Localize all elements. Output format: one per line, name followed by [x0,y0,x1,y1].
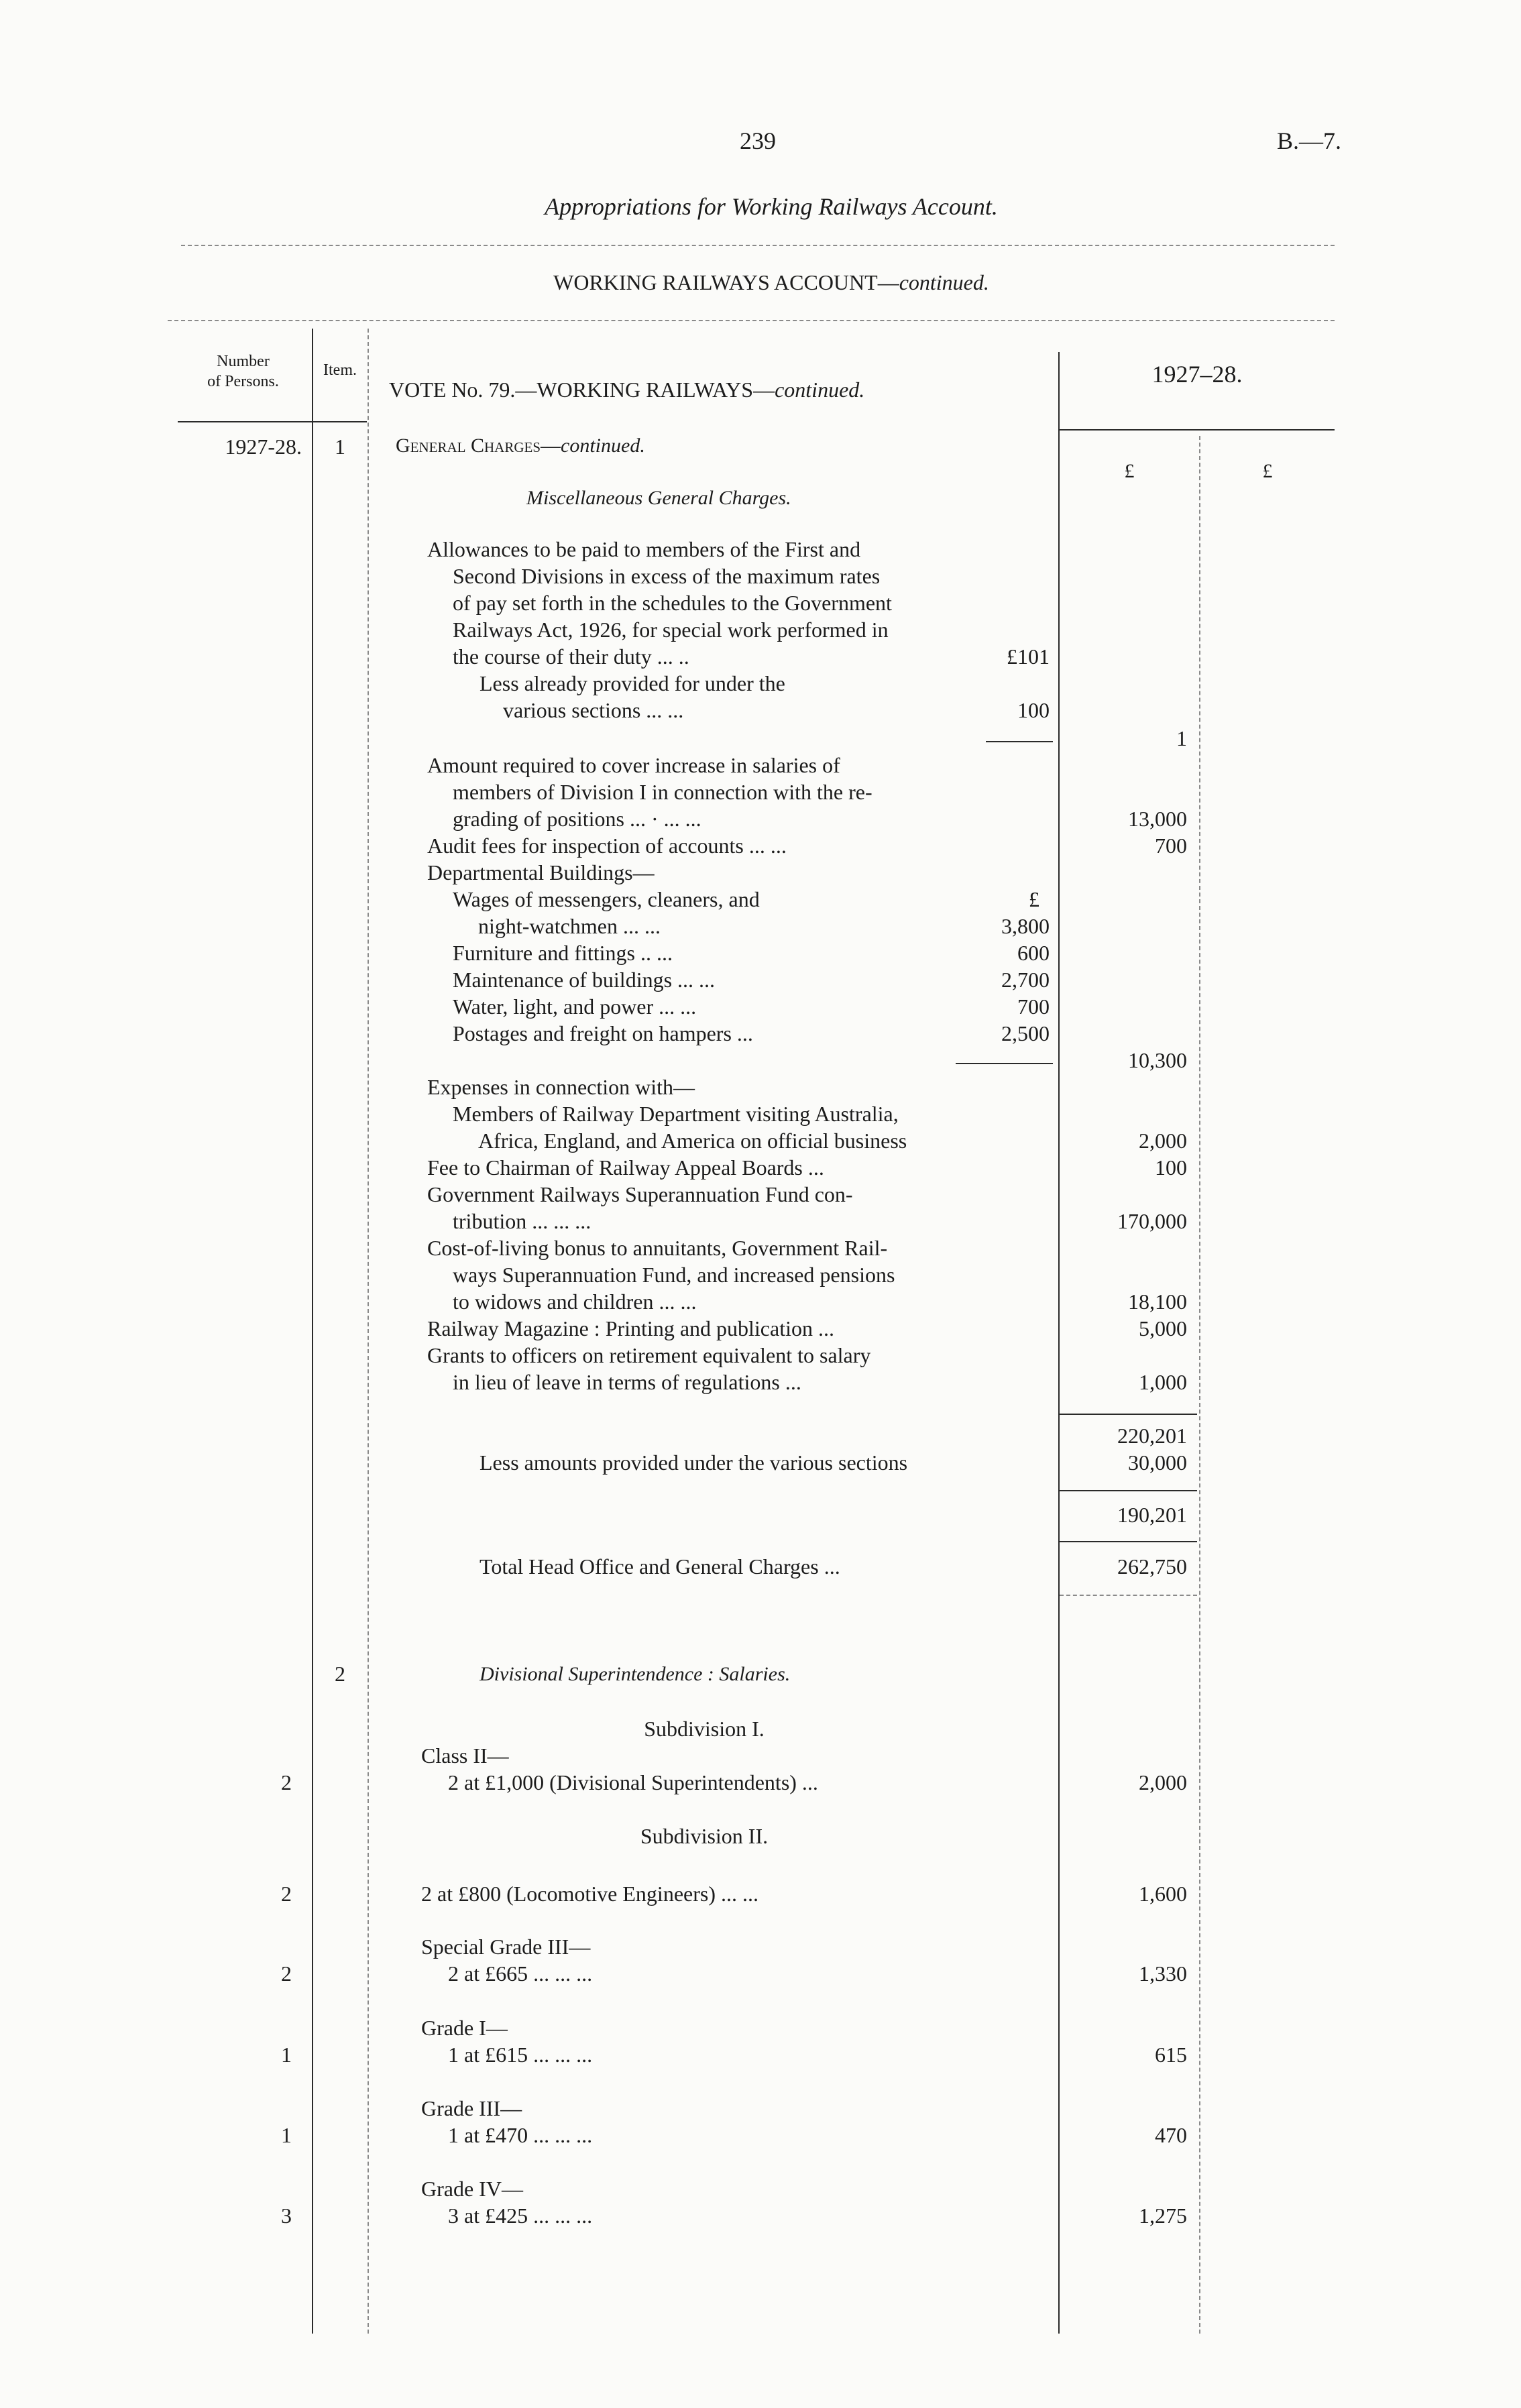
audit-fees-text: Audit fees for inspection of accounts ... ... [427,834,787,858]
railway-magazine-text: Railway Magazine : Printing and publication ... [427,1316,834,1340]
superannuation-amount: 170,000 [1117,1209,1187,1233]
postages-amount: 2,500 [1001,1021,1050,1045]
maintenance-text: Maintenance of buildings ... ... [453,968,716,992]
special-grade-3-label: Special Grade III— [421,1935,591,1959]
salary-increase-line3: grading of positions ... · ... ... [453,807,701,831]
vote-title-tail: continued. [775,378,865,402]
grade-3-label: Grade III— [421,2096,522,2120]
general-charges-heading-tail: continued. [561,435,645,457]
title-rule [181,245,1335,246]
wages-line1: Wages of messengers, cleaners, and [453,887,760,911]
official-visits-amount: 2,000 [1139,1129,1187,1153]
wages-pound-sign: £ [1029,887,1039,911]
pound-sign-column-1: £ [1124,460,1135,482]
persons-column-header-line1: Number [217,353,270,370]
grade-4-persons: 3 [281,2203,292,2228]
class-2-amount: 2,000 [1139,1770,1187,1794]
persons-year: 1927-28. [225,435,302,459]
departmental-total: 10,300 [1128,1048,1187,1072]
class-2-label: Class II— [421,1743,509,1768]
furniture-amount: 600 [1017,941,1050,965]
water-light-power-amount: 700 [1017,994,1050,1019]
grade-3-text: 1 at £470 ... ... ... [448,2123,593,2147]
section-heading-main: WORKING RAILWAYS ACCOUNT— [553,270,899,294]
section-heading-tail: continued. [899,270,989,294]
item-column-right-line [368,329,369,2334]
class-2-persons: 2 [281,1770,292,1794]
allowances-line2: Second Divisions in excess of the maximum rates [453,564,881,588]
grade-4-amount: 1,275 [1139,2203,1187,2228]
expenses-heading: Expenses in connection with— [427,1075,695,1099]
departmental-buildings-heading: Departmental Buildings— [427,860,655,884]
railway-magazine-amount: 5,000 [1139,1316,1187,1340]
grade-4-text: 3 at £425 ... ... ... [448,2203,593,2228]
page-title: Appropriations for Working Railways Account. [545,193,998,220]
appeal-board-fee-text: Fee to Chairman of Railway Appeal Boards ... [427,1155,824,1180]
series-reference: B.—7. [1276,127,1341,154]
wages-amount: 3,800 [1001,914,1050,938]
head-office-total-rule [1060,1595,1197,1596]
subdivision-1-heading: Subdivision I. [644,1717,765,1741]
retirement-grants-line1: Grants to officers on retirement equivalent to salary [427,1343,871,1367]
cost-of-living-line2: ways Superannuation Fund, and increased pensions [453,1263,895,1287]
allowances-rate-amount: £101 [1007,644,1050,669]
retirement-grants-line2: in lieu of leave in terms of regulations ... [453,1370,801,1394]
head-office-total-amount: 262,750 [1117,1554,1187,1579]
retirement-grants-amount: 1,000 [1139,1370,1187,1394]
special-grade-3-persons: 2 [281,1961,292,1986]
net-total-bottom-rule [1060,1541,1197,1542]
persons-column-header-line2: of Persons. [207,373,279,390]
audit-fees-amount: 700 [1155,834,1187,858]
official-visits-line1: Members of Railway Department visiting Australia, [453,1102,899,1126]
locomotive-engineers-amount: 1,600 [1139,1882,1187,1906]
departmental-subtotal-rule [956,1063,1053,1064]
grade-1-amount: 615 [1155,2043,1187,2067]
item-number-2: 2 [335,1662,345,1686]
salary-increase-line1: Amount required to cover increase in salaries of [427,753,840,777]
misc-general-charges-subheading: Miscellaneous General Charges. [526,487,791,509]
item-header-rule [313,421,367,422]
cost-of-living-line3: to widows and children ... ... [453,1289,697,1314]
grade-4-label: Grade IV— [421,2177,523,2201]
water-light-power-text: Water, light, and power ... ... [453,994,697,1019]
locomotive-engineers-text: 2 at £800 (Locomotive Engineers) ... ... [421,1882,758,1906]
section-heading [335,272,1207,293]
grade-1-persons: 1 [281,2043,292,2067]
item-column-header: Item. [323,361,357,379]
general-charges-heading [396,436,645,456]
subdivision-2-heading: Subdivision II. [640,1824,769,1848]
net-total: 190,201 [1117,1503,1187,1527]
amount-column-divider [1199,436,1200,2334]
gross-total-rule [1060,1414,1197,1415]
page-number: 239 [740,127,776,154]
pound-sign-column-2: £ [1262,460,1273,482]
item-number-1: 1 [335,435,345,459]
salary-increase-line2: members of Division I in connection with the re- [453,780,872,804]
allowances-less-amount: 100 [1017,698,1050,722]
vote-title-main: VOTE No. 79.—WORKING RAILWAYS— [389,378,775,402]
amount-column-left-line [1058,352,1060,2334]
divisional-superintendence-heading: Divisional Superintendence : Salaries. [480,1663,791,1685]
allowances-subtotal-rule [986,741,1053,742]
maintenance-amount: 2,700 [1001,968,1050,992]
allowances-net-amount: 1 [1176,726,1187,750]
appeal-board-fee-amount: 100 [1155,1155,1187,1180]
superannuation-line1: Government Railways Superannuation Fund con- [427,1182,853,1206]
allowances-line3: of pay set forth in the schedules to the Government [453,591,892,615]
postages-text: Postages and freight on hampers ... [453,1021,753,1045]
official-visits-line2: Africa, England, and America on official business [478,1129,907,1153]
persons-header-rule [178,421,312,422]
superannuation-line2: tribution ... ... ... [453,1209,592,1233]
grade-3-amount: 470 [1155,2123,1187,2147]
less-amounts-text: Less amounts provided under the various sections [480,1450,908,1475]
allowances-line6: Less already provided for under the [480,671,785,695]
furniture-text: Furniture and fittings .. ... [453,941,673,965]
class-2-text: 2 at £1,000 (Divisional Superintendents) ... [448,1770,818,1794]
head-office-total-text: Total Head Office and General Charges ... [480,1554,840,1579]
grade-1-label: Grade I— [421,2016,508,2040]
grade-1-text: 1 at £615 ... ... ... [448,2043,593,2067]
cost-of-living-line1: Cost-of-living bonus to annuitants, Government Rail- [427,1236,888,1260]
less-amounts-amount: 30,000 [1128,1450,1187,1475]
allowances-line5: the course of their duty ... .. [453,644,689,669]
allowances-line7: various sections ... ... [503,698,684,722]
salary-increase-amount: 13,000 [1128,807,1187,831]
allowances-line1: Allowances to be paid to members of the First and [427,537,861,561]
allowances-line4: Railways Act, 1926, for special work performed in [453,618,889,642]
special-grade-3-text: 2 at £665 ... ... ... [448,1961,593,1986]
wages-line2: night-watchmen ... ... [478,914,661,938]
cost-of-living-amount: 18,100 [1128,1289,1187,1314]
year-column-header: 1927–28. [1151,361,1243,388]
item-column-left-line [312,329,313,2334]
locomotive-engineers-persons: 2 [281,1882,292,1906]
net-total-rule [1060,1490,1197,1491]
gross-total: 220,201 [1117,1424,1187,1448]
special-grade-3-amount: 1,330 [1139,1961,1187,1986]
section-rule [168,320,1335,321]
year-header-rule [1060,429,1335,431]
general-charges-heading-main: General Charges— [396,435,561,457]
grade-3-persons: 1 [281,2123,292,2147]
vote-title [389,379,864,400]
